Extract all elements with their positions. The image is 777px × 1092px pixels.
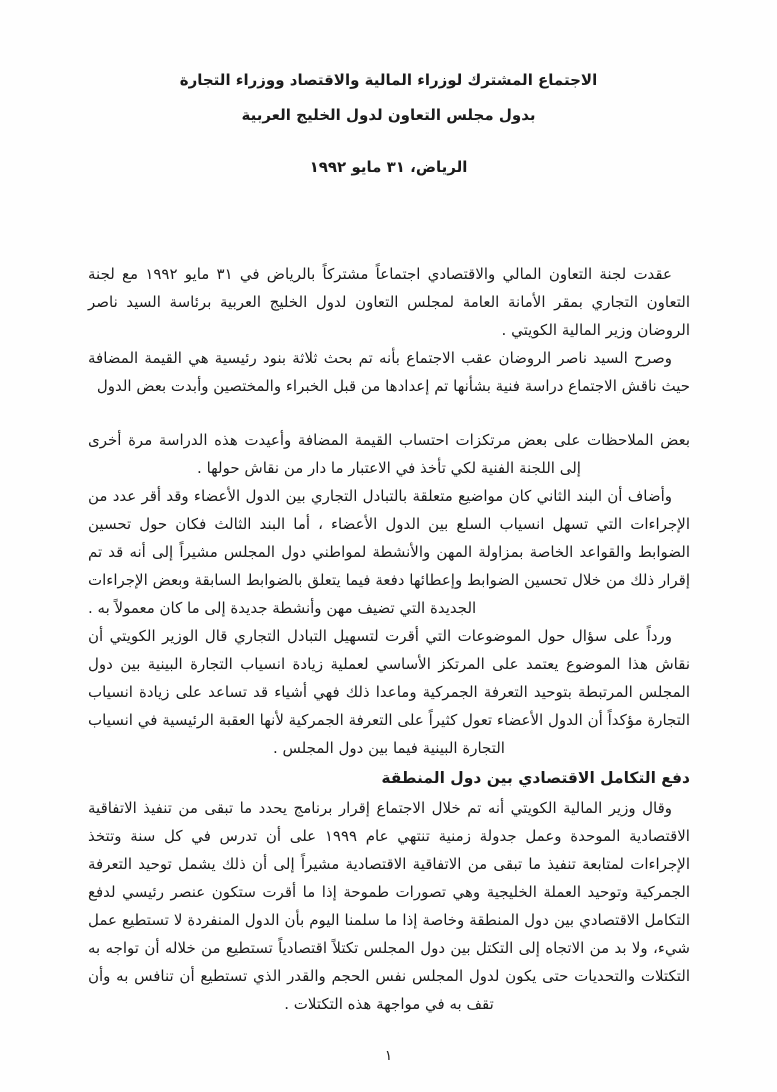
- section-heading: دفع التكامل الاقتصادي بين دول المنطقة: [381, 769, 690, 787]
- paragraph-minister-statement-part2: بعض الملاحظات على بعض مرتكزات احتساب القيمة المضافة وأعيدت هذه الدراسة مرة أخرى إلى اللجنة الفنية لكي تأخذ في الاعتبار ما دار من نقاش حولها .: [88, 431, 690, 477]
- document-title-line-1: الاجتماع المشترك لوزراء المالية والاقتصاد ووزراء التجارة: [179, 71, 598, 89]
- document-body: [88, 260, 690, 1018]
- document-title-line-2: بدول مجلس التعاون لدول الخليج العربية: [241, 106, 536, 124]
- dateline: الرياض، ٣١ مايو ١٩٩٢: [309, 158, 468, 176]
- document-title: [0, 70, 777, 125]
- paragraph-minister-statement-part1: وصرح السيد ناصر الروضان عقب الاجتماع بأنه تم بحث ثلاثة بنود رئيسية هي القيمة المضافة حيث ناقش الاجتماع دراسة فنية بشأنها تم إعدادها من قبل الخبراء والمختصين وأبدت بعض الدول: [88, 349, 690, 395]
- paragraph-agenda-items: وأضاف أن البند الثاني كان مواضيع متعلقة بالتبادل التجاري بين الدول الأعضاء وقد أقر عدد من الإجراءات التي تسهل انسياب السلع بين الدول الأعضاء ، أما البند الثالث فكان حول تحسين الضوابط والقواعد الخاصة بمزاولة المهن والأنشطة لمواطني دول المجلس مشيراً إلى أنه قد تم إقرار ذلك من خلال تحسين الضوابط وإعطائها دفعة فيما يتعلق بالضوابط السابقة وبعض الإجراءات الجديدة التي تضيف مهن وأنشطة جديدة إلى ما كان معمولاً به .: [88, 487, 690, 617]
- paragraph-trade-exchange: ورداً على سؤال حول الموضوعات التي أقرت لتسهيل التبادل التجاري قال الوزير الكويتي أن نقاش هذا الموضوع يعتمد على المرتكز الأساسي لعملية زيادة انسياب التجارة البينية بين دول المجلس المرتبطة بتوحيد التعرفة الجمركية وماعدا ذلك فهي أشياء قد تساعد على زيادة انسياب التجارة مؤكداً أن الدول الأعضاء تعول كثيراً على التعرفة الجمركية لأنها العقبة الرئيسية في انسياب التجارة البينية فيما بين دول المجلس .: [88, 627, 690, 757]
- paragraph-economic-integration: وقال وزير المالية الكويتي أنه تم خلال الاجتماع إقرار برنامج يحدد ما تبقى من تنفيذ الاتفاقية الاقتصادية الموحدة وعمل جدولة زمنية تنتهي عام ١٩٩٩ على أن تدرس في كل سنة وتتخذ الإجراءات لمتابعة تنفيذ ما تبقى من الاتفاقية الاقتصادية مشيراً إلى أن ذلك يشمل توحيد التعرفة الجمركية وتوحيد العملة الخليجية وهي تصورات طموحة إذا ما أقرت ستكون عنصر رئيسي لدفع التكامل الاقتصادي بين دول المنطقة وخاصة إذا ما سلمنا اليوم بأن الدول المنفردة لا تستطيع عمل شيء، ولا بد من الاتجاه إلى التكتل بين دول المجلس تكتلاً اقتصادياً تستطيع من خلاله أن تواجه به التكتلات والتحديات حتى يكون لدول المجلس نفس الحجم والقدر الذي تستطيع أن تنافس به وأن تقف به في مواجهة هذه التكتلات .: [88, 799, 690, 1013]
- page-number: ١: [384, 1048, 393, 1064]
- paragraph-meeting-opening: عقدت لجنة التعاون المالي والاقتصادي اجتماعاً مشتركاً بالرياض في ٣١ مايو ١٩٩٢ مع لجنة التعاون التجاري بمقر الأمانة العامة لمجلس التعاون لدول الخليج العربية برئاسة السيد ناصر الروضان وزير المالية الكويتي .: [88, 265, 690, 339]
